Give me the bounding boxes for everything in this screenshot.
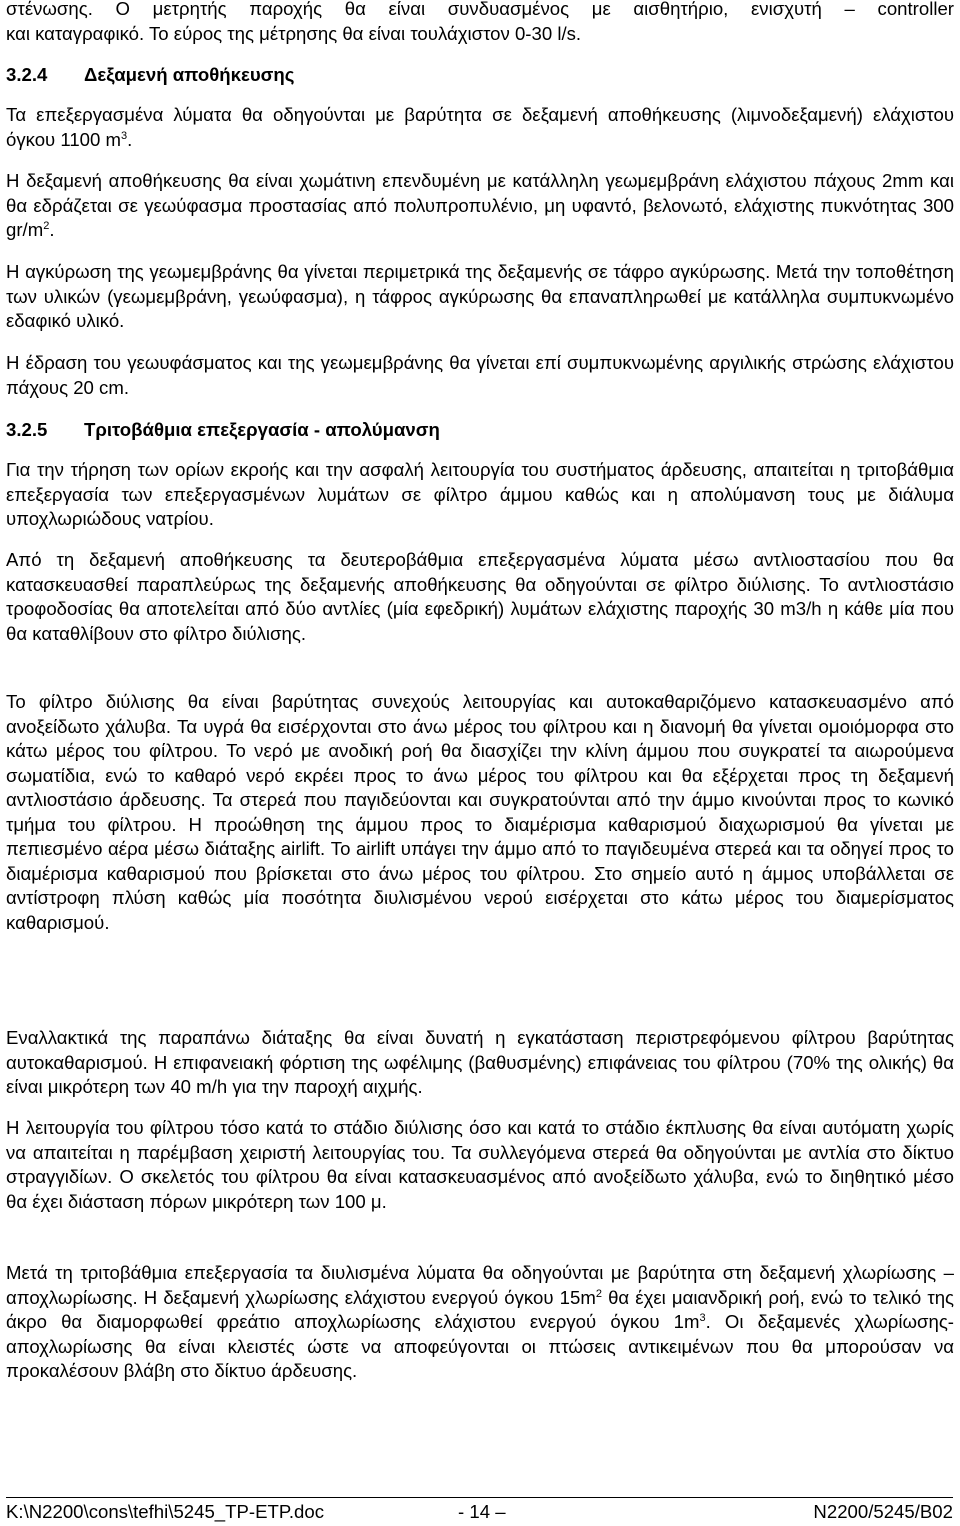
page-footer	[6, 1500, 953, 1524]
intro-paragraph	[6, 0, 954, 46]
paragraph: Μετά τη τριτοβάθμια επεξεργασία τα διυλισμένα λύματα θα οδηγούνται με βαρύτητα στη δεξαμενή χλωρίωσης – αποχλωρίωσης. Η δεξαμενή χλωρίωσης ελάχιστου ενεργού όγκου $15m^2$ θα έχει μαιανδρική ροή, ενώ το τελικό της άκρο θα διαμορφωθεί φρεάτιο αποχλωρίωσης ελάχιστου ενεργού όγκου $1m^3$. Οι δεξαμενές χλωρίωσης-αποχλωρίωσης θα είναι κλειστές ώστε να αποφεύγονται οι πτώσεις αντικειμένων που θα μπορούσαν να προκαλέσουν βλάβη στο δίκτυο άρδευσης.	[6, 1262, 955, 1381]
section-heading-325	[6, 418, 440, 443]
intro-line: στένωσης. Ο μετρητής παροχής θα είναι συνδυασμένος με αισθητήριο, ενισχυτή – controller	[6, 0, 954, 19]
footer-page-number: - 14 –	[458, 1501, 506, 1522]
footer-file-path: K:\N2200\cons\tefhi\5245_TP-ETP.doc	[6, 1501, 325, 1522]
paragraph: Η λειτουργία του φίλτρου τόσο κατά το στάδιο διύλισης όσο και κατά το στάδιο έκπλυσης θα είναι αυτόματη χωρίς να απαιτείται η παρέμβαση χειριστή λειτουργίας του. Τα συλλεγόμενα στερεά θα οδηγούνται με αντλία στο δίκτυο στραγγιδίων. Ο σκελετός του φίλτρου θα είναι κατασκευασμένος από ανοξείδωτο χάλυβα, ενώ το διηθητικό μέσο θα έχει διάσταση πόρων μικρότερη των 100 μ.	[6, 1117, 954, 1212]
section-heading-324	[6, 63, 294, 88]
paragraph: Η αγκύρωση της γεωμεμβράνης θα γίνεται περιμετρικά της δεξαμενής σε τάφρο αγκύρωσης. Μετά την τοποθέτηση των υλικών (γεωμεμβράνη, γεωύφασμα), η τάφρος αγκύρωσης θα επαναπληρωθεί με κατάλληλα συμπυκνωμένο εδαφικό υλικό.	[6, 261, 954, 331]
paragraph: Τα επεξεργασμένα λύματα θα οδηγούνται με βαρύτητα σε δεξαμενή αποθήκευσης (λιμνοδεξαμενή) ελάχιστου όγκου 1100 $m^3$.	[6, 104, 954, 150]
paragraph: Η έδραση του γεωυφάσματος και της γεωμεμβράνης θα γίνεται επί συμπυκνωμένης αργιλικής στρώσης ελάχιστου πάχους 20 cm.	[6, 352, 954, 398]
paragraph: Η δεξαμενή αποθήκευσης θα είναι χωμάτινη επενδυμένη με κατάλληλη γεωμεμβράνη ελάχιστου πάχους 2mm και θα εδράζεται σε γεωύφασμα προστασίας από πολυπροπυλένιο, μη υφαντό, βελονωτό, ελάχιστης πυκνότητας 300 $gr/m^2$.	[6, 170, 954, 240]
section-title: Τριτοβάθμια επεξεργασία - απολύμανση	[84, 419, 440, 440]
paragraph: Από τη δεξαμενή αποθήκευσης τα δευτεροβάθμια επεξεργασμένα λύματα μέσω αντλιοστασίου που θα κατασκευασθεί παραπλεύρως της δεξαμενής αποθήκευσης θα οδηγούνται σε φίλτρο διύλισης. Το αντλιοστάσιο τροφοδοσίας θα αποτελείται από δύο αντλίες (μία εφεδρική) λυμάτων ελάχιστης παροχής 30 m3/h η κάθε μία που θα καταθλίβουν στο φίλτρο διύλισης.	[6, 549, 954, 644]
paragraph: Για την τήρηση των ορίων εκροής και την ασφαλή λειτουργία του συστήματος άρδευσης, απαιτείται η τριτοβάθμια επεξεργασία των επεξεργασμένων λυμάτων σε φίλτρο άμμου καθώς και η απολύμανση τους με διάλυμα υποχλωριώδους νατρίου.	[6, 459, 954, 529]
paragraph: Το φίλτρο διύλισης θα είναι βαρύτητας συνεχούς λειτουργίας και αυτοκαθαριζόμενο κατασκευασμένο από ανοξείδωτο χάλυβα. Τα υγρά θα εισέρχονται στο άνω μέρος του φίλτρου και η διανομή θα γίνεται ομοιόμορφα στο κάτω μέρος του φίλτρου. Το νερό με ανοδική ροή θα διασχίζει την κλίνη άμμου που συγκρατεί τα αιωρούμενα σωματίδια, ενώ το καθαρό νερό εκρέει προς το άνω μέρος του φίλτρου και θα εξέρχεται προς τη δεξαμενή αντλιοστάσιο άρδευσης. Τα στερεά που παγιδεύονται και συγκρατούνται από την άμμο κινούνται προς το κωνικό τμήμα του φίλτρου. Η προώθηση της άμμου προς το διαμέρισμα καθαρισμού διαχωρισμού θα γίνεται με πεπιεσμένο αέρα μέσω διάταξης airlift. Το airlift υπάγει την άμμο από το παγιδευμένα στερεά και τα οδηγεί προς το διαμέρισμα καθαρισμού που βρίσκεται στο άνω μέρος του φίλτρου. Στο σημείο αυτό η άμμος υποβάλλεται σε αντίστροφη πλύση καθώς μία ποσότητα διυλισμένου νερού εισέρχεται στο κάτω μέρος του διαμερίσματος καθαρισμού.	[6, 691, 954, 933]
footer-doc-ref: N2200/5245/B02	[813, 1501, 953, 1522]
section-number: 3.2.4	[6, 64, 48, 85]
section-title: Δεξαμενή αποθήκευσης	[84, 64, 295, 85]
footer-divider	[6, 1497, 953, 1498]
intro-line: και καταγραφικό. Το εύρος της μέτρησης θα είναι τουλάχιστον 0-30 l/s.	[6, 22, 582, 44]
section-number: 3.2.5	[6, 419, 48, 440]
paragraph: Εναλλακτικά της παραπάνω διάταξης θα είναι δυνατή η εγκατάσταση περιστρεφόμενου φίλτρου βαρύτητας αυτοκαθαρισμού. Η επιφανειακή φόρτιση της ωφέλιμης (βαθυσμένης) επιφάνειας του φίλτρου (70% της ολικής) θα είναι μικρότερη των 40 m/h για την παροχή αιχμής.	[6, 1027, 954, 1097]
